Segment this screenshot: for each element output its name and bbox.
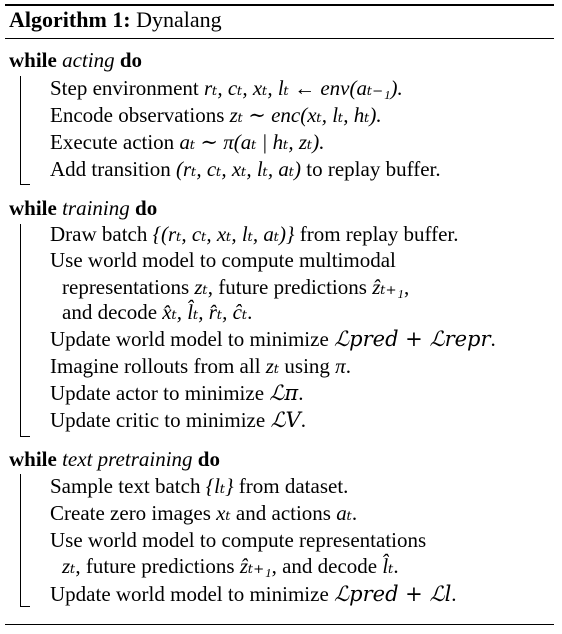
text: , bbox=[403, 275, 410, 299]
keyword-do: do bbox=[197, 447, 220, 471]
training-line-6 bbox=[50, 356, 351, 377]
math: zₜ bbox=[194, 275, 208, 299]
math: π bbox=[335, 354, 346, 378]
condition-training: training bbox=[62, 196, 130, 220]
text: Add transition bbox=[50, 157, 176, 181]
text: . bbox=[351, 501, 358, 525]
title-rule bbox=[5, 38, 554, 39]
math: ℒpred + ℒrepr bbox=[334, 327, 491, 351]
block-bar-training bbox=[20, 224, 21, 436]
math: aₜ bbox=[336, 501, 352, 525]
training-line-1 bbox=[50, 224, 459, 245]
pretraining-line-5 bbox=[50, 584, 457, 605]
training-line-4 bbox=[62, 302, 252, 323]
text: Draw batch bbox=[50, 222, 153, 246]
math: zₜ bbox=[265, 354, 280, 378]
keyword-while: while bbox=[9, 196, 57, 220]
text: Imagine rollouts from all bbox=[50, 354, 266, 378]
keyword-do: do bbox=[135, 196, 158, 220]
text: . bbox=[345, 354, 351, 378]
block-bar-pretraining bbox=[20, 474, 21, 606]
pretraining-line-2 bbox=[50, 503, 357, 524]
bottom-rule bbox=[5, 624, 554, 625]
text: Use world model to compute representations bbox=[50, 528, 427, 552]
text: . bbox=[393, 554, 399, 578]
block-foot-acting bbox=[20, 184, 30, 185]
keyword-do: do bbox=[119, 48, 143, 72]
math: ẑₜ₊₁ bbox=[239, 554, 272, 578]
training-line-3 bbox=[62, 277, 409, 298]
acting-line-1 bbox=[50, 78, 403, 99]
text: Step environment bbox=[50, 76, 204, 100]
training-line-5 bbox=[50, 329, 496, 350]
condition-acting: acting bbox=[62, 48, 115, 72]
block-bar-acting bbox=[20, 76, 21, 184]
keyword-while: while bbox=[9, 48, 57, 72]
math: aₜ ∼ π(aₜ | hₜ, zₜ). bbox=[179, 130, 325, 154]
acting-line-3 bbox=[50, 132, 324, 153]
pretraining-line-1 bbox=[50, 476, 348, 497]
text: Encode observations bbox=[50, 103, 230, 127]
text: from replay buffer. bbox=[294, 222, 459, 246]
math: x̂ₜ, l̂ₜ, r̂ₜ, ĉₜ bbox=[162, 300, 248, 324]
text: , future predictions bbox=[75, 554, 240, 578]
acting-line-4 bbox=[50, 159, 441, 180]
math: ℒV bbox=[270, 408, 301, 432]
top-rule bbox=[5, 4, 554, 6]
math: rₜ, cₜ, xₜ, lₜ ← env(aₜ₋₁). bbox=[203, 76, 403, 100]
text: Sample text batch bbox=[50, 474, 206, 498]
math: {lₜ} bbox=[205, 474, 234, 498]
training-line-7 bbox=[50, 383, 303, 404]
math: xₜ bbox=[216, 501, 231, 525]
text: using bbox=[279, 354, 336, 378]
block-foot-pretraining bbox=[20, 606, 30, 607]
math: ẑₜ₊₁ bbox=[372, 275, 404, 299]
text: Execute action bbox=[50, 130, 180, 154]
text: representations bbox=[62, 275, 195, 299]
algorithm-label: Algorithm 1: bbox=[9, 7, 131, 32]
keyword-while: while bbox=[9, 447, 57, 471]
algorithm-title bbox=[9, 7, 222, 33]
text: Create zero images bbox=[50, 501, 217, 525]
text: . bbox=[300, 408, 306, 432]
while-acting-header bbox=[9, 50, 142, 71]
text: , future predictions bbox=[207, 275, 373, 299]
text: . bbox=[247, 300, 253, 324]
block-foot-training bbox=[20, 436, 30, 437]
math: ℒπ bbox=[269, 381, 299, 405]
text: from dataset. bbox=[233, 474, 349, 498]
text: Use world model to compute multimodal bbox=[50, 248, 396, 272]
training-line-8 bbox=[50, 410, 306, 431]
text: and decode bbox=[62, 300, 163, 324]
while-training-header bbox=[9, 198, 157, 219]
text: to replay buffer. bbox=[301, 157, 441, 181]
text: Update critic to minimize bbox=[50, 408, 271, 432]
pretraining-line-3 bbox=[50, 530, 426, 551]
math: zₜ bbox=[62, 554, 76, 578]
training-line-2 bbox=[50, 250, 396, 271]
acting-line-2 bbox=[50, 105, 382, 126]
text: , and decode bbox=[271, 554, 383, 578]
condition-text-pretraining: text pretraining bbox=[62, 447, 193, 471]
while-pretraining-header bbox=[9, 449, 220, 470]
text: . bbox=[298, 381, 304, 405]
algorithm-name: Dynalang bbox=[136, 7, 222, 32]
text: Update world model to minimize bbox=[50, 327, 335, 351]
text: and actions bbox=[230, 501, 337, 525]
math: {(rₜ, cₜ, xₜ, lₜ, aₜ)} bbox=[152, 222, 295, 246]
text: . bbox=[451, 582, 457, 606]
text: Update actor to minimize bbox=[50, 381, 270, 405]
pretraining-line-4 bbox=[62, 556, 399, 577]
math: ℒpred + ℒl bbox=[334, 582, 452, 606]
math: zₜ ∼ enc(xₜ, lₜ, hₜ). bbox=[229, 103, 382, 127]
math: (rₜ, cₜ, xₜ, lₜ, aₜ) bbox=[176, 157, 302, 181]
text: . bbox=[490, 327, 496, 351]
math: l̂ₜ bbox=[382, 554, 394, 578]
text: Update world model to minimize bbox=[50, 582, 335, 606]
